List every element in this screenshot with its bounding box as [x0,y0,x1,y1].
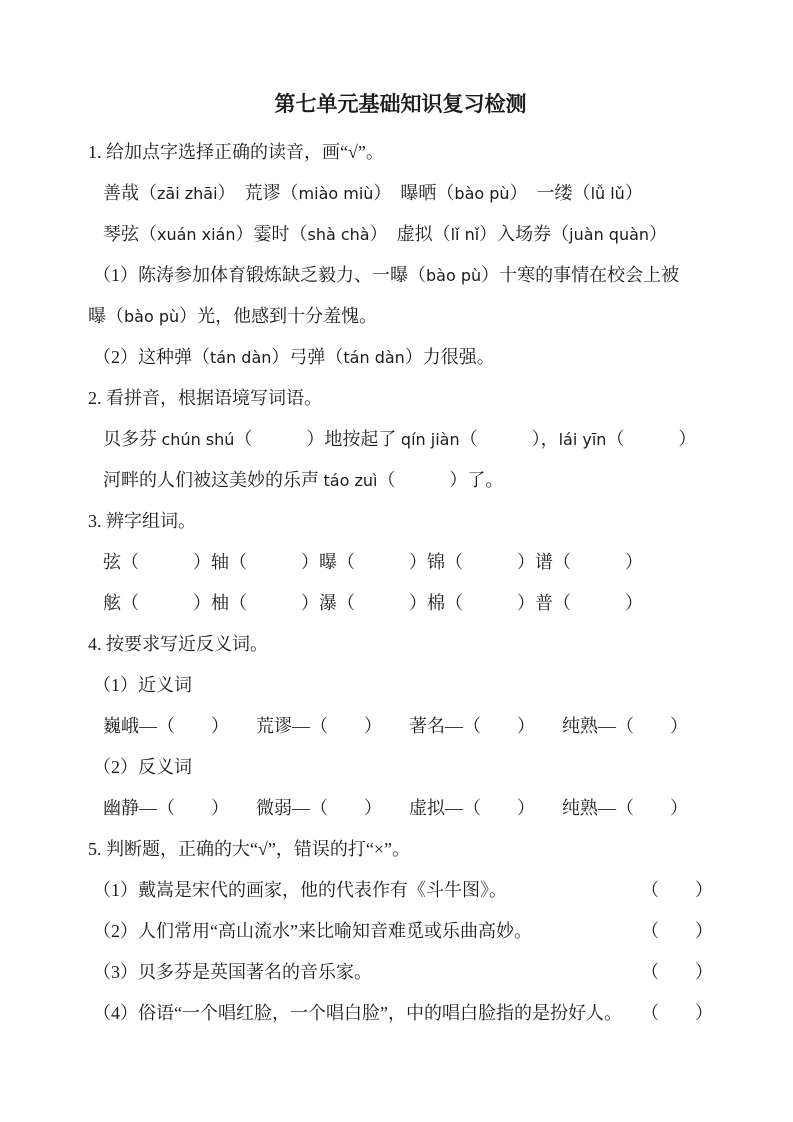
page-title: 第七单元基础知识复习检测 [274,92,527,116]
pinyin-text: miào miù [298,184,374,203]
chinese-text: （ ） [606,429,697,449]
chinese-text: 巍峨—（ ） 荒谬—（ ） 著名—（ ） 纯熟—（ ） [103,716,688,736]
pinyin-text: tán dàn [210,348,272,367]
pinyin-text: lái yīn [558,430,607,449]
chinese-text: ） 荒谬（ [217,183,299,203]
q1-pronunciation-row-1 [88,173,713,214]
answer-blank: （ ） [641,1003,713,1023]
pinyin-text: bào pù [124,307,180,326]
pinyin-text: shà chà [307,225,370,244]
pinyin-text: bào pù [454,184,510,203]
q2-header [88,378,713,419]
chinese-text: 弦（ ）轴（ ）曝（ ）锦（ ）谱（ ） [103,552,643,572]
q2-line1 [88,419,713,460]
chinese-text: 2. 看拼音，根据语境写词语。 [88,388,322,408]
chinese-text: ） 虚拟（ [369,224,451,244]
statement-text [93,993,622,1034]
chinese-text: ）弓弹（ [271,347,344,367]
pinyin-text: qín jiàn [400,430,460,449]
chinese-text: （ ）地按起了 [234,429,401,449]
q4-header [88,624,713,665]
chinese-text: 曝（ [88,306,124,326]
chinese-text: （ ）， [459,429,559,449]
pinyin-text: lǚ lǔ [590,184,625,203]
statement-text [93,870,507,911]
chinese-text: 3. 辨字组词。 [88,511,196,531]
chinese-text: ） 一缕（ [509,183,591,203]
document-body [88,132,713,1034]
q1-item1-line2 [88,296,713,337]
q4-antonym-label [88,747,713,788]
chinese-text: ）力很强。 [404,347,495,367]
q5-item3 [88,952,713,993]
chinese-text: 贝多芬 [103,429,162,449]
q5-item2 [88,911,713,952]
pinyin-text: táo zuì [323,471,378,490]
statement-text [93,952,372,993]
q1-item1-line1 [88,255,713,296]
q2-line2 [88,460,713,501]
pinyin-text: xuán xián [157,225,236,244]
q3-header [88,501,713,542]
q5-item1 [88,870,713,911]
chinese-text: （2）这种弹（ [93,347,210,367]
chinese-text: ）入场券（ [479,224,570,244]
pinyin-text: lǐ nǐ [450,225,480,244]
chinese-text: （3）贝多芬是英国著名的音乐家。 [93,962,372,982]
chinese-text: ）十寒的事情在校会上被 [481,265,680,285]
q5-header [88,829,713,870]
chinese-text: ）光，他感到十分羞愧。 [179,306,378,326]
chinese-text: （2）反义词 [93,757,192,777]
answer-blank: （ ） [641,880,713,900]
pinyin-text: tán dàn [343,348,405,367]
pinyin-text: juàn quàn [569,225,650,244]
chinese-text: 1. 给加点字选择正确的读音，画“√”。 [88,142,384,162]
chinese-text: ）霎时（ [235,224,308,244]
q1-pronunciation-row-2 [88,214,713,255]
q1-item2 [88,337,713,378]
chinese-text: 幽静—（ ） 微弱—（ ） 虚拟—（ ） 纯熟—（ ） [103,798,688,818]
chinese-text: 善哉（ [103,183,157,203]
chinese-text: 河畔的人们被这美妙的乐声 [103,470,324,490]
q5-item4 [88,993,713,1034]
chinese-text: （4）俗语“一个唱红脸，一个唱白脸”，中的唱白脸指的是扮好人。 [93,1003,622,1023]
answer-blank: （ ） [641,921,713,941]
q1-header [88,132,713,173]
chinese-text: ） [649,224,668,244]
q4-synonym-label [88,665,713,706]
chinese-text: ） 曝晒（ [373,183,455,203]
chinese-text: 舷（ ）柚（ ）瀑（ ）棉（ ）普（ ） [103,593,643,613]
chinese-text: （1）近义词 [93,675,192,695]
statement-text [93,911,532,952]
q3-row1 [88,542,713,583]
chinese-text: （2）人们常用“高山流水”来比喻知音难觅或乐曲高妙。 [93,921,532,941]
chinese-text: 5. 判断题，正确的大“√”，错误的打“×”。 [88,839,410,859]
chinese-text: ） [624,183,643,203]
chinese-text: （ ）了。 [377,470,504,490]
pinyin-text: bào pù [426,266,482,285]
pinyin-text: zāi zhāi [157,184,218,203]
chinese-text: （1）陈涛参加体育锻炼缺乏毅力、一曝（ [93,265,426,285]
answer-blank: （ ） [641,962,713,982]
chinese-text: （1）戴嵩是宋代的画家，他的代表作有《斗牛图》。 [93,880,507,900]
q4-synonym-row [88,706,713,747]
pinyin-text: chún shú [161,430,235,449]
chinese-text: 4. 按要求写近反义词。 [88,634,268,654]
q4-antonym-row [88,788,713,829]
chinese-text: 琴弦（ [103,224,157,244]
q3-row2 [88,583,713,624]
